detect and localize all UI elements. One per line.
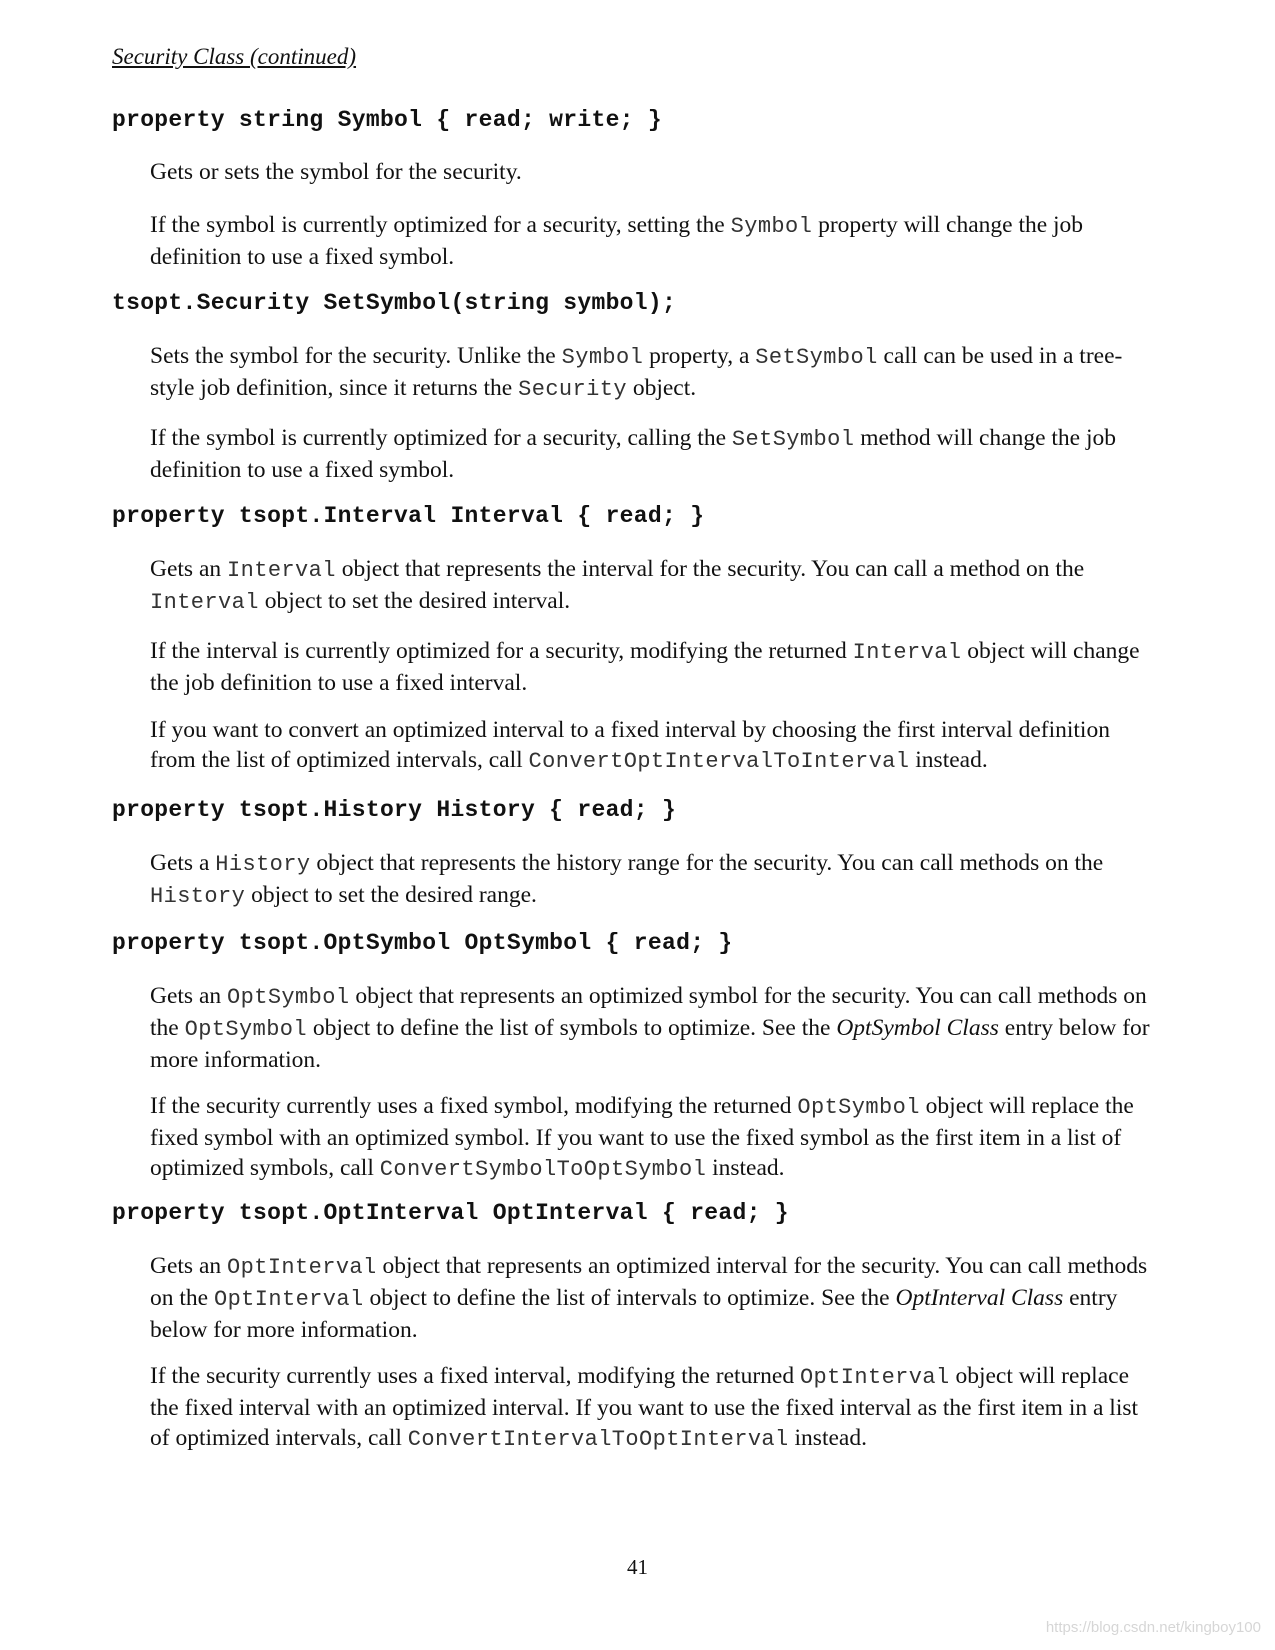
signature-optinterval-property: property tsopt.OptInterval OptInterval { read; } xyxy=(112,1200,789,1226)
inline-code: ConvertSymbolToOptSymbol xyxy=(379,1157,707,1182)
inline-code: ConvertOptIntervalToInterval xyxy=(528,749,910,774)
inline-code: OptInterval xyxy=(799,1365,950,1390)
running-header: Security Class (continued) xyxy=(112,44,357,69)
paragraph: If the symbol is currently optimized for a security, setting the Symbol property will change the job definition to use a fixed symbol. xyxy=(150,212,1084,270)
signature-history-property: property tsopt.History History { read; } xyxy=(112,797,677,823)
paragraph: If the interval is currently optimized for a security, modifying the returned Interval object will change the job definition to use a fixed interval. xyxy=(150,638,1140,696)
inline-code: OptSymbol xyxy=(227,985,350,1010)
inline-code: SetSymbol xyxy=(755,345,878,370)
inline-code: OptInterval xyxy=(227,1255,377,1280)
signature-interval-property: property tsopt.Interval Interval { read; } xyxy=(112,503,705,529)
inline-code: OptSymbol xyxy=(797,1095,920,1120)
inline-code: Interval xyxy=(227,558,336,583)
inline-code: History xyxy=(215,852,311,877)
inline-code: Symbol xyxy=(730,214,813,239)
inline-code: OptSymbol xyxy=(184,1017,308,1042)
paragraph: Sets the symbol for the security. Unlike the Symbol property, a SetSymbol call can be used in a tree-style job definition, since it returns the Security object. xyxy=(150,343,1123,402)
paragraph: Gets a History object that represents the history range for the security. You can call methods on the History object to set the desired range. xyxy=(150,850,1104,909)
paragraph: If you want to convert an optimized interval to a fixed interval by choosing the first interval definition from the list of optimized intervals, call ConvertOptIntervalToInterval instead. xyxy=(150,717,1110,774)
inline-code: History xyxy=(150,884,246,909)
inline-code: ConvertIntervalToOptInterval xyxy=(407,1427,789,1452)
signature-symbol-property: property string Symbol { read; write; } xyxy=(112,107,662,133)
page-number: 41 xyxy=(627,1555,648,1579)
inline-code: Security xyxy=(518,377,627,402)
signature-optsymbol-property: property tsopt.OptSymbol OptSymbol { read; } xyxy=(112,930,733,956)
paragraph: Gets an Interval object that represents the interval for the security. You can call a method on the Interval object to set the desired interval. xyxy=(150,556,1085,615)
paragraph: Gets an OptInterval object that represents an optimized interval for the security. You can call methods on the OptInterval object to define the list of intervals to optimize. See the OptInterval Class entry below for more information. xyxy=(150,1253,1148,1343)
inline-code: SetSymbol xyxy=(731,427,855,452)
inline-code: Interval xyxy=(852,640,962,665)
emphasis-reference: OptInterval Class xyxy=(895,1285,1064,1311)
watermark-url: https://blog.csdn.net/kingboy100 xyxy=(1045,1619,1261,1636)
signature-setsymbol-method: tsopt.Security SetSymbol(string symbol); xyxy=(112,290,677,316)
paragraph: Gets or sets the symbol for the security. xyxy=(150,159,522,185)
emphasis-reference: OptSymbol Class xyxy=(836,1015,999,1041)
paragraph: Gets an OptSymbol object that represents an optimized symbol for the security. You can call methods on the OptSymbol object to define the list of symbols to optimize. See the OptSymbol Class entry below for more information. xyxy=(150,983,1150,1073)
inline-code: Interval xyxy=(150,590,259,615)
inline-code: Symbol xyxy=(561,345,644,370)
inline-code: OptInterval xyxy=(213,1287,364,1312)
paragraph: If the security currently uses a fixed symbol, modifying the returned OptSymbol object will replace the fixed symbol with an optimized symbol. If you want to use the fixed symbol as the first item in a list of optimized symbols, call ConvertSymbolToOptSymbol instead. xyxy=(150,1093,1134,1182)
paragraph: If the security currently uses a fixed interval, modifying the returned OptInterval object will replace the fixed interval with an optimized interval. If you want to use the fixed interval as the first item in a list of optimized intervals, call ConvertIntervalToOptInterval instead. xyxy=(150,1363,1139,1452)
paragraph: If the symbol is currently optimized for a security, calling the SetSymbol method will change the job definition to use a fixed symbol. xyxy=(150,425,1117,483)
